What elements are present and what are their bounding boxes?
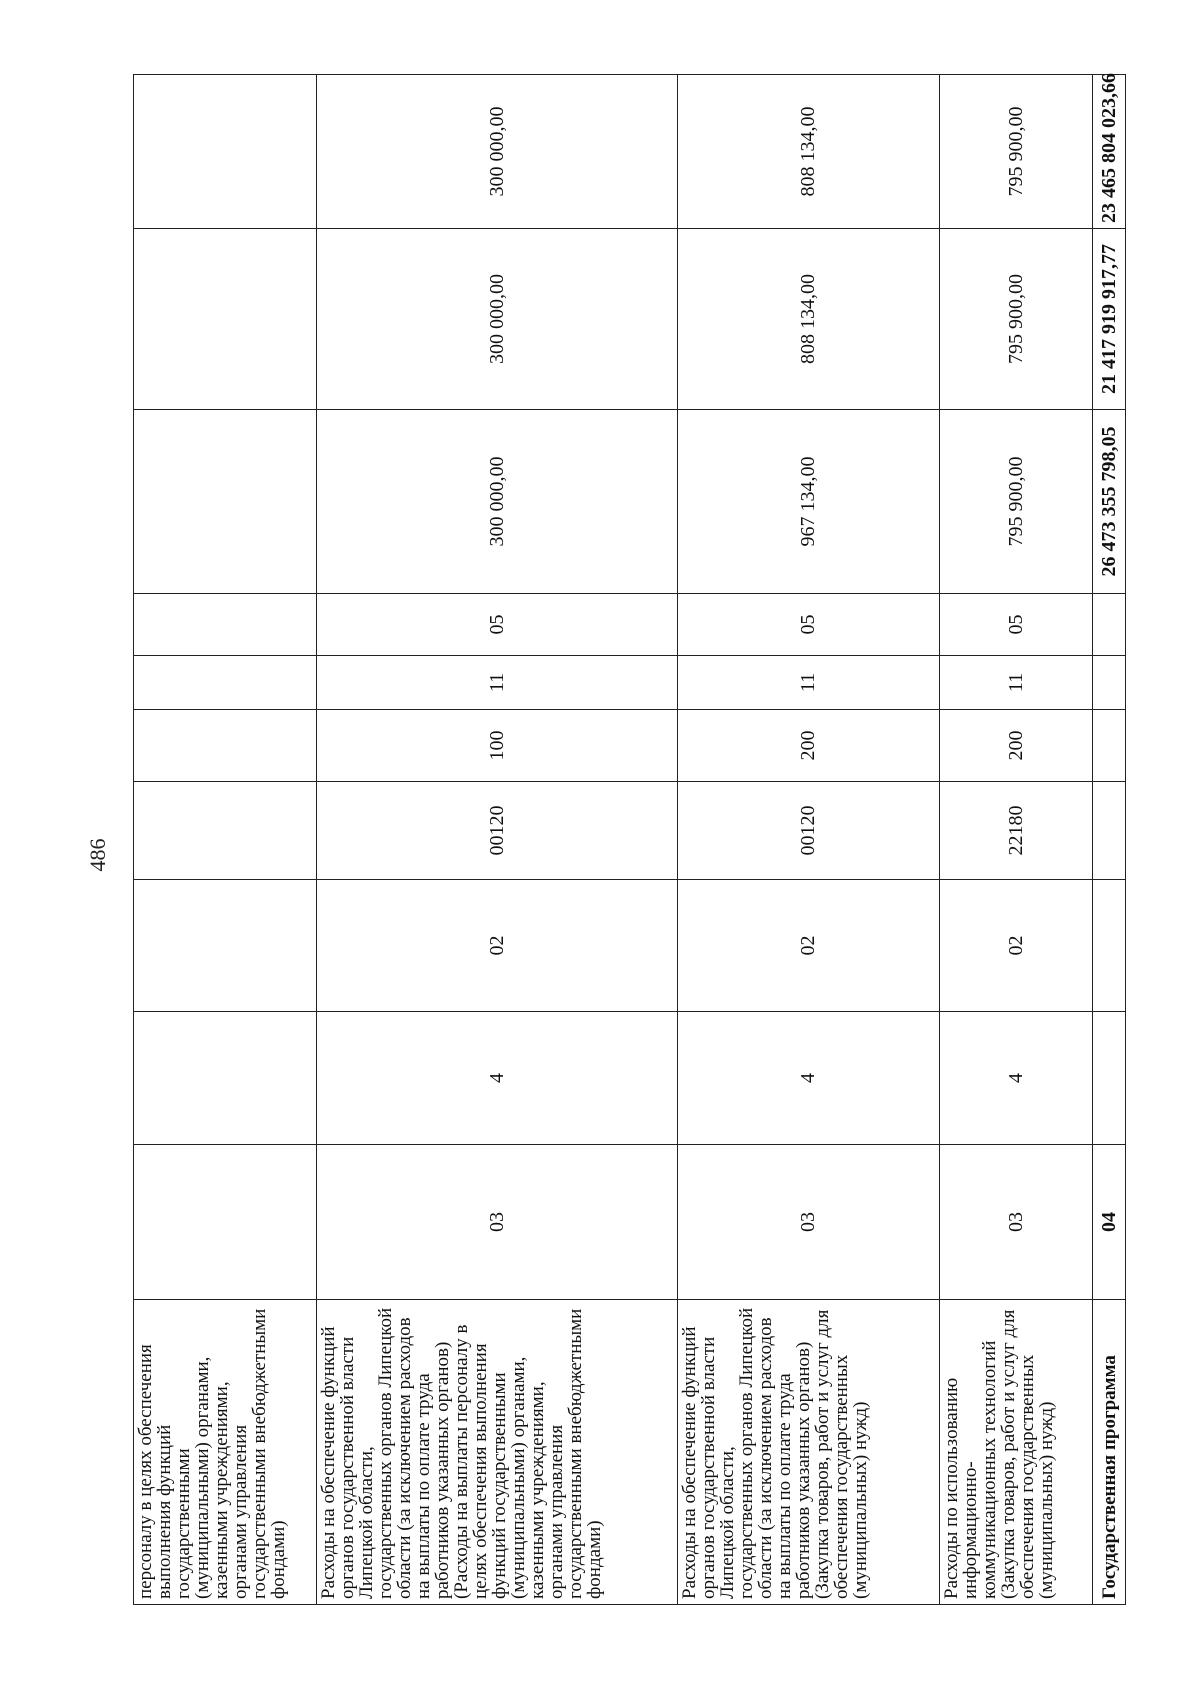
cell-subprogram: 4 bbox=[677, 1012, 939, 1145]
cell-section bbox=[1093, 656, 1126, 710]
budget-table-container bbox=[133, 75, 1126, 1605]
cell-subsection: 05 bbox=[316, 594, 677, 656]
cell-amount-2: 300 000,00 bbox=[316, 229, 677, 410]
cell-section: 11 bbox=[940, 656, 1093, 710]
cell-amount-2: 808 134,00 bbox=[677, 229, 939, 410]
cell-amount-1: 300 000,00 bbox=[316, 410, 677, 594]
table-row bbox=[677, 75, 939, 1605]
cell-section: 11 bbox=[316, 656, 677, 710]
cell-subsection bbox=[1093, 594, 1126, 656]
cell-amount-3: 808 134,00 bbox=[677, 75, 939, 229]
cell-amount-3: 23 465 804 023,66 bbox=[1093, 75, 1126, 229]
row-description: персоналу в целях обеспечения выполнения функций государственными (муниципальными) органами, казенными учреждениями, органами управления государственными внебюджетными фондами) bbox=[134, 1300, 317, 1605]
cell-program: 03 bbox=[940, 1145, 1093, 1300]
row-description: Государственная программа bbox=[1093, 1300, 1126, 1605]
cell-amount-3 bbox=[134, 75, 317, 229]
cell-event: 02 bbox=[940, 880, 1093, 1012]
cell-subprogram: 4 bbox=[940, 1012, 1093, 1145]
cell-expense-type: 200 bbox=[940, 710, 1093, 782]
cell-expense-type bbox=[1093, 710, 1126, 782]
cell-subsection bbox=[134, 594, 317, 656]
cell-event: 02 bbox=[316, 880, 677, 1012]
cell-amount-1: 795 900,00 bbox=[940, 410, 1093, 594]
cell-amount-3: 300 000,00 bbox=[316, 75, 677, 229]
cell-amount-1 bbox=[134, 410, 317, 594]
cell-direction bbox=[1093, 782, 1126, 880]
table-row bbox=[316, 75, 677, 1605]
cell-amount-1: 967 134,00 bbox=[677, 410, 939, 594]
table-row bbox=[940, 75, 1093, 1605]
cell-amount-1: 26 473 355 798,05 bbox=[1093, 410, 1126, 594]
cell-subsection: 05 bbox=[677, 594, 939, 656]
cell-subprogram bbox=[1093, 1012, 1126, 1145]
cell-direction: 22180 bbox=[940, 782, 1093, 880]
cell-expense-type bbox=[134, 710, 317, 782]
cell-program: 03 bbox=[677, 1145, 939, 1300]
cell-amount-3: 795 900,00 bbox=[940, 75, 1093, 229]
cell-event bbox=[134, 880, 317, 1012]
cell-expense-type: 200 bbox=[677, 710, 939, 782]
cell-amount-2 bbox=[134, 229, 317, 410]
table-row-total bbox=[1093, 75, 1126, 1605]
cell-program bbox=[134, 1145, 317, 1300]
page-number: 486 bbox=[85, 838, 110, 872]
cell-section: 11 bbox=[677, 656, 939, 710]
cell-direction bbox=[134, 782, 317, 880]
cell-program: 03 bbox=[316, 1145, 677, 1300]
row-description: Расходы на обеспечение функций органов государственной власти Липецкой области, государственных органов Липецкой области (за исключением расходов на выплаты по оплате труда работников указанных органов) (Закупка товаров, работ и услуг для обеспечения государственных (муниципальных) нужд) bbox=[677, 1300, 939, 1605]
cell-subprogram: 4 bbox=[316, 1012, 677, 1145]
row-description: Расходы по использованию информационно-коммуникационных технологий (Закупка товаров, работ и услуг для обеспечения государственных (муниципальных) нужд) bbox=[940, 1300, 1093, 1605]
cell-direction: 00120 bbox=[677, 782, 939, 880]
budget-table bbox=[133, 74, 1126, 1605]
cell-amount-2: 795 900,00 bbox=[940, 229, 1093, 410]
row-description: Расходы на обеспечение функций органов государственной власти Липецкой области, государственных органов Липецкой области (за исключением расходов на выплаты по оплате труда работников указанных органов) (Расходы на выплаты персоналу в целях обеспечения выполнения функций государственными (муниципальными) органами, казенными учреждениями, органами управления государственными внебюджетными фондами) bbox=[316, 1300, 677, 1605]
cell-expense-type: 100 bbox=[316, 710, 677, 782]
cell-amount-2: 21 417 919 917,77 bbox=[1093, 229, 1126, 410]
cell-subsection: 05 bbox=[940, 594, 1093, 656]
cell-section bbox=[134, 656, 317, 710]
cell-event: 02 bbox=[677, 880, 939, 1012]
cell-program: 04 bbox=[1093, 1145, 1126, 1300]
cell-subprogram bbox=[134, 1012, 317, 1145]
cell-direction: 00120 bbox=[316, 782, 677, 880]
cell-event bbox=[1093, 880, 1126, 1012]
table-row bbox=[134, 75, 317, 1605]
